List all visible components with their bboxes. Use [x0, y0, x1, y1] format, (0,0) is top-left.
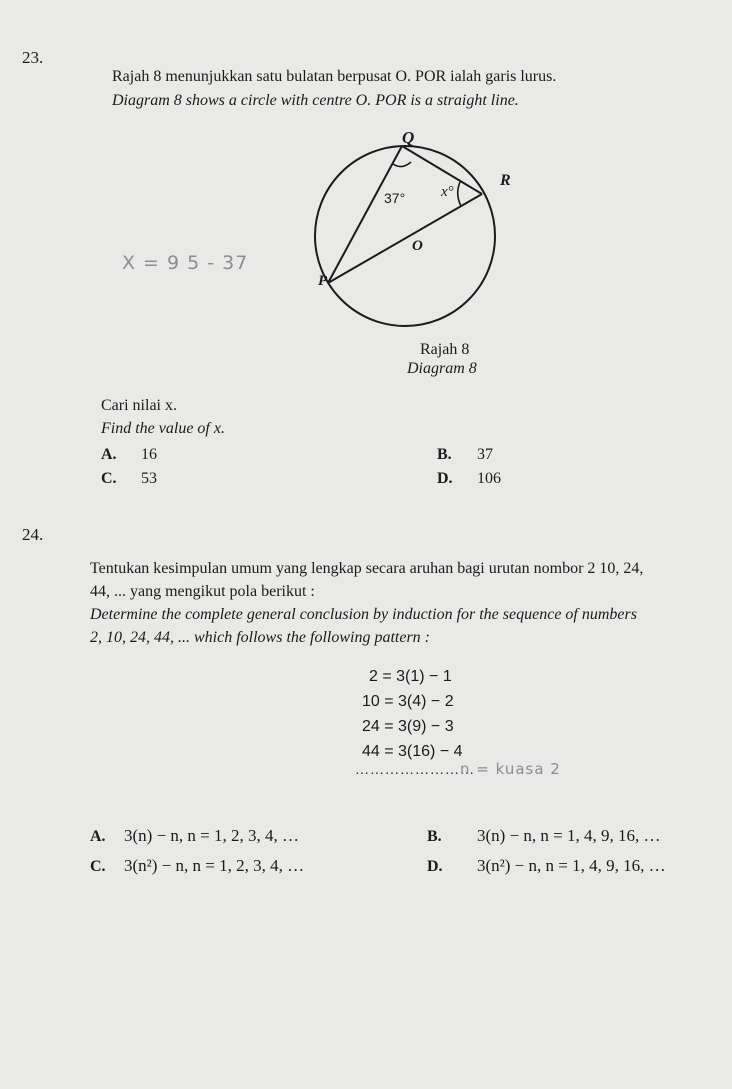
- pattern-equation: 44 = 3(16) − 4: [362, 743, 463, 760]
- angle-label-x: x°: [441, 184, 454, 200]
- option-letter: A.: [90, 828, 106, 845]
- q24-option-a[interactable]: [90, 826, 299, 846]
- angle-arc-q: [393, 162, 411, 167]
- option-text: 3(n²) − n, n = 1, 2, 3, 4, …: [124, 856, 305, 875]
- option-letter: C.: [101, 470, 117, 487]
- pattern-equation: 24 = 3(9) − 3: [362, 718, 454, 735]
- option-value: 37: [477, 446, 493, 463]
- q23-option-a[interactable]: [101, 446, 157, 464]
- question-23-prompt-english: Find the value of x.: [101, 420, 225, 437]
- handwriting-note: n = kuasa 2: [460, 760, 561, 778]
- answer-blank: ……………………: [355, 763, 475, 778]
- diagram-caption-english: Diagram 8: [407, 360, 477, 377]
- question-24-number: 24.: [22, 525, 44, 544]
- question-24-english-line-1: Determine the complete general conclusion by induction for the sequence of numbers: [90, 606, 637, 623]
- question-23-malay-text: Rajah 8 menunjukkan satu bulatan berpusat O. POR ialah garis lurus.: [112, 68, 557, 85]
- option-letter: B.: [437, 446, 452, 463]
- question-23-prompt-malay: Cari nilai x.: [101, 397, 177, 414]
- question-24-malay-line-2: 44, ... yang mengikut pola berikut :: [90, 583, 315, 600]
- label-q: Q: [402, 128, 415, 147]
- option-text: 3(n) − n, n = 1, 4, 9, 16, …: [477, 826, 661, 845]
- q23-option-c[interactable]: [101, 470, 157, 488]
- option-value: 53: [141, 470, 157, 487]
- label-o: O: [412, 238, 423, 254]
- pattern-equation: 2 = 3(1) − 1: [369, 668, 452, 685]
- label-r: R: [500, 172, 511, 189]
- option-letter: D.: [437, 470, 453, 487]
- q23-option-b[interactable]: [437, 446, 493, 464]
- option-letter: B.: [427, 828, 442, 845]
- circle: [315, 146, 495, 326]
- q24-option-b[interactable]: [427, 826, 661, 846]
- option-letter: D.: [427, 858, 443, 875]
- option-value: 106: [477, 470, 501, 487]
- angle-label-37: 37°: [384, 190, 406, 206]
- circle-diagram: [290, 120, 520, 345]
- option-text: 3(n) − n, n = 1, 2, 3, 4, …: [124, 826, 299, 845]
- question-24-malay-line-1: Tentukan kesimpulan umum yang lengkap secara aruhan bagi urutan nombor 2 10, 24,: [90, 560, 644, 577]
- option-letter: A.: [101, 446, 117, 463]
- question-23-english-text: Diagram 8 shows a circle with centre O. POR is a straight line.: [112, 92, 519, 109]
- q23-option-d[interactable]: [437, 470, 501, 488]
- handwriting-x-calculation: X = 9 5 - 37: [122, 252, 249, 274]
- option-letter: C.: [90, 858, 106, 875]
- q24-option-d[interactable]: [427, 856, 666, 876]
- label-p: P: [318, 273, 328, 289]
- question-24-english-line-2: 2, 10, 24, 44, ... which follows the following pattern :: [90, 629, 430, 646]
- q24-option-c[interactable]: [90, 856, 304, 876]
- option-text: 3(n²) − n, n = 1, 4, 9, 16, …: [477, 856, 666, 875]
- pattern-equation: 10 = 3(4) − 2: [362, 693, 454, 710]
- question-23-number: 23.: [22, 48, 44, 67]
- option-value: 16: [141, 446, 157, 463]
- diagram-caption-malay: Rajah 8: [420, 341, 470, 358]
- angle-arc-r: [458, 182, 461, 206]
